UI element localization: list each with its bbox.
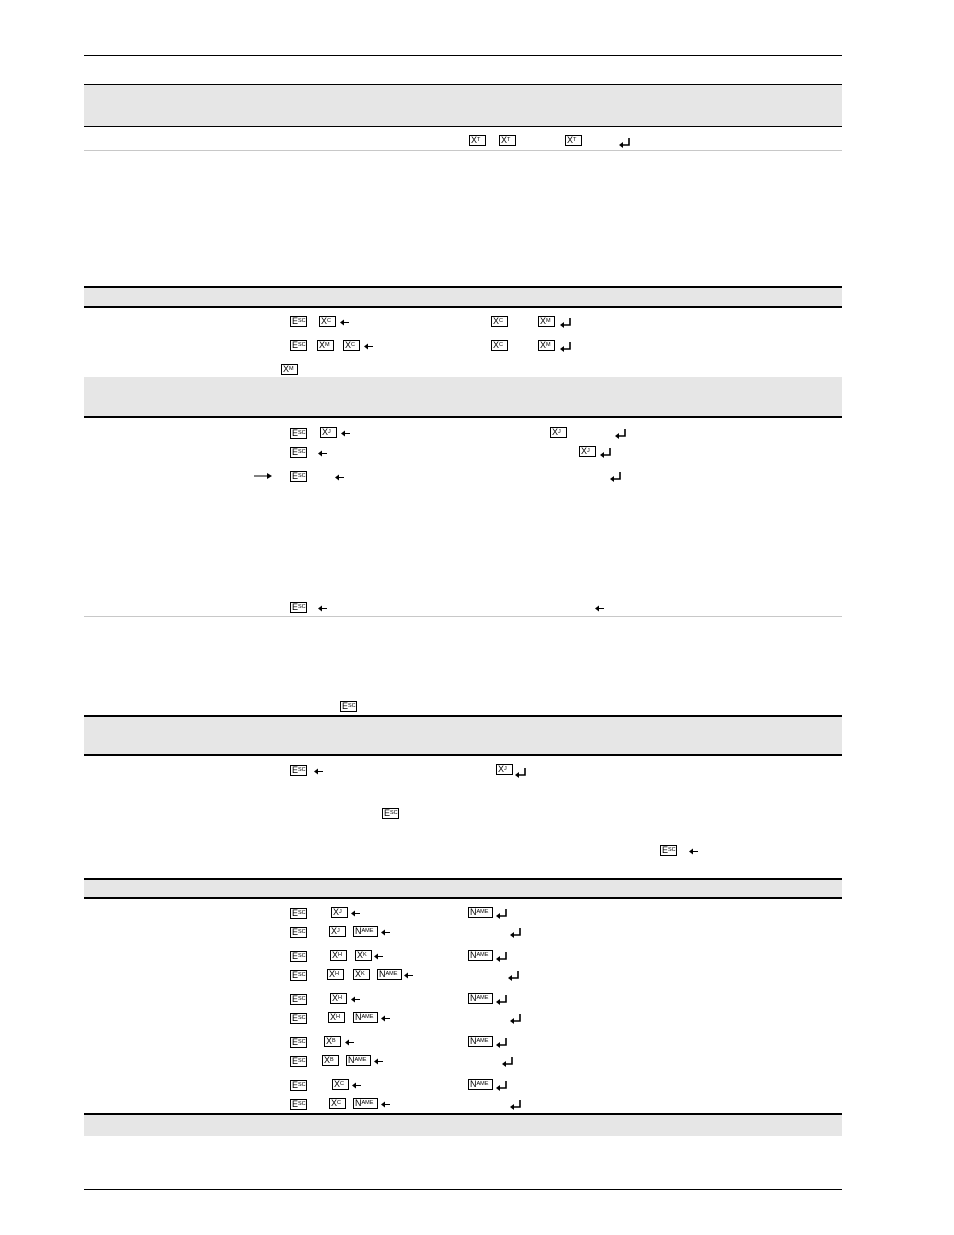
key-letter: X xyxy=(540,316,547,326)
esc-key-icon xyxy=(290,447,307,458)
key-subscript: C xyxy=(351,342,355,348)
key-letter: N xyxy=(348,1055,355,1065)
key-subscript: H xyxy=(336,1014,340,1020)
left-arrow-icon xyxy=(404,972,413,981)
table-rule xyxy=(84,1113,842,1115)
key-subscript: J xyxy=(339,909,342,915)
key-subscript: SC xyxy=(298,318,306,324)
key-subscript: B xyxy=(330,1057,334,1063)
key-subscript: J xyxy=(337,928,340,934)
key-subscript: SC xyxy=(298,473,306,479)
xh-key-icon xyxy=(327,969,344,980)
key-letter: N xyxy=(355,1098,362,1108)
table-rule xyxy=(84,126,842,127)
left-arrow-icon xyxy=(318,450,327,459)
xc-key-icon xyxy=(332,1079,349,1090)
xj-key-icon xyxy=(550,427,567,438)
key-letter: E xyxy=(342,701,349,711)
name-key-icon xyxy=(346,1055,371,1066)
key-letter: X xyxy=(334,1079,341,1089)
key-letter: X xyxy=(326,1036,333,1046)
key-letter: X xyxy=(329,969,336,979)
key-subscript: T xyxy=(507,137,511,143)
key-letter: X xyxy=(321,316,328,326)
return-icon xyxy=(560,318,571,328)
esc-key-icon xyxy=(340,701,357,712)
key-letter: X xyxy=(357,950,364,960)
xj-key-icon xyxy=(331,907,348,918)
key-letter: X xyxy=(355,969,362,979)
key-letter: E xyxy=(292,908,299,918)
left-arrow-icon xyxy=(364,343,373,352)
key-letter: E xyxy=(292,1080,299,1090)
xk-key-icon xyxy=(353,969,370,980)
key-subscript: C xyxy=(327,318,331,324)
key-subscript: SC xyxy=(298,604,306,610)
key-subscript: AME xyxy=(354,1057,367,1063)
left-arrow-icon xyxy=(351,910,360,919)
key-letter: X xyxy=(540,340,547,350)
key-subscript: SC xyxy=(298,1082,306,1088)
key-subscript: SC xyxy=(298,972,306,978)
xb-key-icon xyxy=(322,1055,339,1066)
key-letter: E xyxy=(292,316,299,326)
return-icon xyxy=(510,1100,521,1110)
table-rule xyxy=(84,416,842,418)
key-subscript: T xyxy=(573,137,577,143)
left-arrow-icon xyxy=(335,474,344,483)
key-subscript: SC xyxy=(298,449,306,455)
key-subscript: B xyxy=(332,1038,336,1044)
xh-key-icon xyxy=(330,993,347,1004)
left-arrow-icon xyxy=(595,605,604,614)
esc-key-icon xyxy=(290,1056,307,1067)
key-subscript: T xyxy=(477,137,481,143)
key-letter: E xyxy=(292,994,299,1004)
return-icon xyxy=(508,971,519,981)
name-key-icon xyxy=(468,907,493,918)
left-arrow-icon xyxy=(689,848,698,857)
left-arrow-icon xyxy=(351,996,360,1005)
key-subscript: M xyxy=(289,366,294,372)
left-arrow-icon xyxy=(381,1101,390,1110)
key-letter: X xyxy=(331,1098,338,1108)
key-letter: X xyxy=(332,950,339,960)
name-key-icon xyxy=(353,1098,378,1109)
key-subscript: M xyxy=(325,342,330,348)
left-arrow-icon xyxy=(381,929,390,938)
xk-key-icon xyxy=(355,950,372,961)
return-icon xyxy=(615,429,626,439)
key-letter: X xyxy=(471,135,478,145)
key-subscript: AME xyxy=(476,909,489,915)
return-icon xyxy=(515,768,526,778)
key-subscript: K xyxy=(363,952,367,958)
xc-key-icon xyxy=(319,316,336,327)
table-rule xyxy=(84,878,842,880)
xc-key-icon xyxy=(491,340,508,351)
return-icon xyxy=(600,448,611,458)
name-key-icon xyxy=(468,993,493,1004)
key-letter: E xyxy=(292,340,299,350)
key-letter: X xyxy=(493,316,500,326)
xt-key-icon xyxy=(499,135,516,146)
key-subscript: AME xyxy=(476,952,489,958)
key-subscript: SC xyxy=(298,1015,306,1021)
esc-key-icon xyxy=(290,602,307,613)
key-subscript: AME xyxy=(361,928,374,934)
esc-key-icon xyxy=(290,340,307,351)
return-icon xyxy=(610,472,621,482)
key-letter: N xyxy=(379,969,386,979)
key-subscript: AME xyxy=(476,1081,489,1087)
table-header-band-3 xyxy=(84,377,842,417)
xj-key-icon xyxy=(496,764,513,775)
key-letter: N xyxy=(470,1036,477,1046)
esc-key-icon xyxy=(290,1099,307,1110)
key-letter: X xyxy=(324,1055,331,1065)
key-subscript: H xyxy=(335,971,339,977)
key-subscript: SC xyxy=(298,1039,306,1045)
key-letter: X xyxy=(567,135,574,145)
table-rule xyxy=(84,616,842,617)
key-subscript: SC xyxy=(298,342,306,348)
key-subscript: C xyxy=(499,342,503,348)
return-icon xyxy=(496,909,507,919)
left-arrow-icon xyxy=(381,1015,390,1024)
key-subscript: AME xyxy=(476,995,489,1001)
key-subscript: M xyxy=(546,342,551,348)
esc-key-icon xyxy=(290,316,307,327)
key-letter: X xyxy=(330,1012,337,1022)
key-letter: E xyxy=(292,765,299,775)
xc-key-icon xyxy=(329,1098,346,1109)
key-letter: E xyxy=(292,970,299,980)
name-key-icon xyxy=(377,969,402,980)
xt-key-icon xyxy=(565,135,582,146)
esc-key-icon xyxy=(290,1080,307,1091)
key-subscript: SC xyxy=(298,1101,306,1107)
xj-key-icon xyxy=(320,427,337,438)
xm-key-icon xyxy=(317,340,334,351)
key-subscript: M xyxy=(546,318,551,324)
key-letter: E xyxy=(662,845,669,855)
esc-key-icon xyxy=(290,927,307,938)
left-arrow-icon xyxy=(374,953,383,962)
key-letter: X xyxy=(333,907,340,917)
xm-key-icon xyxy=(281,364,298,375)
key-subscript: J xyxy=(558,429,561,435)
key-letter: X xyxy=(332,993,339,1003)
xc-key-icon xyxy=(491,316,508,327)
key-subscript: AME xyxy=(476,1038,489,1044)
return-icon xyxy=(502,1057,513,1067)
esc-key-icon xyxy=(290,428,307,439)
key-letter: E xyxy=(292,951,299,961)
esc-key-icon xyxy=(290,970,307,981)
key-subscript: C xyxy=(340,1081,344,1087)
table-rule xyxy=(84,84,842,85)
name-key-icon xyxy=(468,1079,493,1090)
key-subscript: SC xyxy=(298,953,306,959)
key-subscript: SC xyxy=(298,1058,306,1064)
name-key-icon xyxy=(468,950,493,961)
key-subscript: SC xyxy=(298,767,306,773)
key-subscript: C xyxy=(337,1100,341,1106)
key-subscript: K xyxy=(361,971,365,977)
return-icon xyxy=(496,995,507,1005)
esc-key-icon xyxy=(290,951,307,962)
header-rule xyxy=(84,55,842,56)
left-arrow-icon xyxy=(352,1082,361,1091)
key-letter: N xyxy=(355,926,362,936)
key-subscript: H xyxy=(338,995,342,1001)
xh-key-icon xyxy=(330,950,347,961)
left-arrow-icon xyxy=(318,605,327,614)
key-letter: X xyxy=(581,446,588,456)
esc-key-icon xyxy=(290,1013,307,1024)
xh-key-icon xyxy=(328,1012,345,1023)
key-letter: X xyxy=(283,364,290,374)
key-subscript: J xyxy=(504,766,507,772)
key-letter: X xyxy=(501,135,508,145)
key-letter: X xyxy=(322,427,329,437)
footer-rule xyxy=(84,1189,842,1190)
table-rule xyxy=(84,286,842,288)
key-letter: N xyxy=(470,1079,477,1089)
key-subscript: SC xyxy=(298,430,306,436)
key-subscript: AME xyxy=(361,1014,374,1020)
key-letter: E xyxy=(292,602,299,612)
left-arrow-icon xyxy=(345,1039,354,1048)
name-key-icon xyxy=(468,1036,493,1047)
table-header-band-5 xyxy=(84,879,842,897)
table-rule xyxy=(84,754,842,756)
return-icon xyxy=(560,342,571,352)
key-subscript: SC xyxy=(298,929,306,935)
xj-key-icon xyxy=(579,446,596,457)
key-subscript: C xyxy=(499,318,503,324)
table-rule xyxy=(84,150,842,151)
key-letter: E xyxy=(292,1056,299,1066)
left-arrow-icon xyxy=(314,768,323,777)
key-letter: E xyxy=(292,1013,299,1023)
key-letter: E xyxy=(292,927,299,937)
name-key-icon xyxy=(353,1012,378,1023)
esc-key-icon xyxy=(290,765,307,776)
left-arrow-icon xyxy=(374,1058,383,1067)
xc-key-icon xyxy=(343,340,360,351)
right-arrow-icon xyxy=(254,472,272,480)
key-letter: E xyxy=(292,447,299,457)
key-subscript: AME xyxy=(385,971,398,977)
key-letter: X xyxy=(498,764,505,774)
table-rule xyxy=(84,306,842,308)
key-subscript: AME xyxy=(361,1100,374,1106)
key-subscript: SC xyxy=(348,703,356,709)
key-letter: X xyxy=(345,340,352,350)
esc-key-icon xyxy=(290,1037,307,1048)
key-letter: E xyxy=(292,471,299,481)
esc-key-icon xyxy=(290,471,307,482)
return-icon xyxy=(510,1014,521,1024)
return-icon xyxy=(619,138,630,148)
esc-key-icon xyxy=(382,808,399,819)
xt-key-icon xyxy=(469,135,486,146)
key-letter: N xyxy=(470,993,477,1003)
key-letter: E xyxy=(292,428,299,438)
esc-key-icon xyxy=(290,994,307,1005)
esc-key-icon xyxy=(290,908,307,919)
key-letter: X xyxy=(319,340,326,350)
key-letter: E xyxy=(292,1099,299,1109)
return-icon xyxy=(496,1081,507,1091)
key-letter: E xyxy=(384,808,391,818)
table-header-band-4 xyxy=(84,716,842,754)
table-footer-band xyxy=(84,1115,842,1136)
key-subscript: SC xyxy=(390,810,398,816)
key-subscript: J xyxy=(328,429,331,435)
xm-key-icon xyxy=(538,316,555,327)
key-subscript: H xyxy=(338,952,342,958)
key-letter: X xyxy=(552,427,559,437)
xb-key-icon xyxy=(324,1036,341,1047)
return-icon xyxy=(510,928,521,938)
table-rule xyxy=(84,715,842,717)
left-arrow-icon xyxy=(341,430,350,439)
left-arrow-icon xyxy=(340,319,349,328)
key-letter: N xyxy=(470,950,477,960)
table-header-band-2 xyxy=(84,288,842,306)
key-subscript: J xyxy=(587,448,590,454)
key-letter: X xyxy=(493,340,500,350)
xm-key-icon xyxy=(538,340,555,351)
xj-key-icon xyxy=(329,926,346,937)
esc-key-icon xyxy=(660,845,677,856)
key-letter: N xyxy=(355,1012,362,1022)
key-subscript: SC xyxy=(298,996,306,1002)
key-letter: X xyxy=(331,926,338,936)
return-icon xyxy=(496,1038,507,1048)
key-letter: E xyxy=(292,1037,299,1047)
return-icon xyxy=(496,952,507,962)
name-key-icon xyxy=(353,926,378,937)
table-header-band-1 xyxy=(84,85,842,126)
key-letter: N xyxy=(470,907,477,917)
key-subscript: SC xyxy=(298,910,306,916)
table-rule xyxy=(84,897,842,899)
key-subscript: SC xyxy=(668,847,676,853)
